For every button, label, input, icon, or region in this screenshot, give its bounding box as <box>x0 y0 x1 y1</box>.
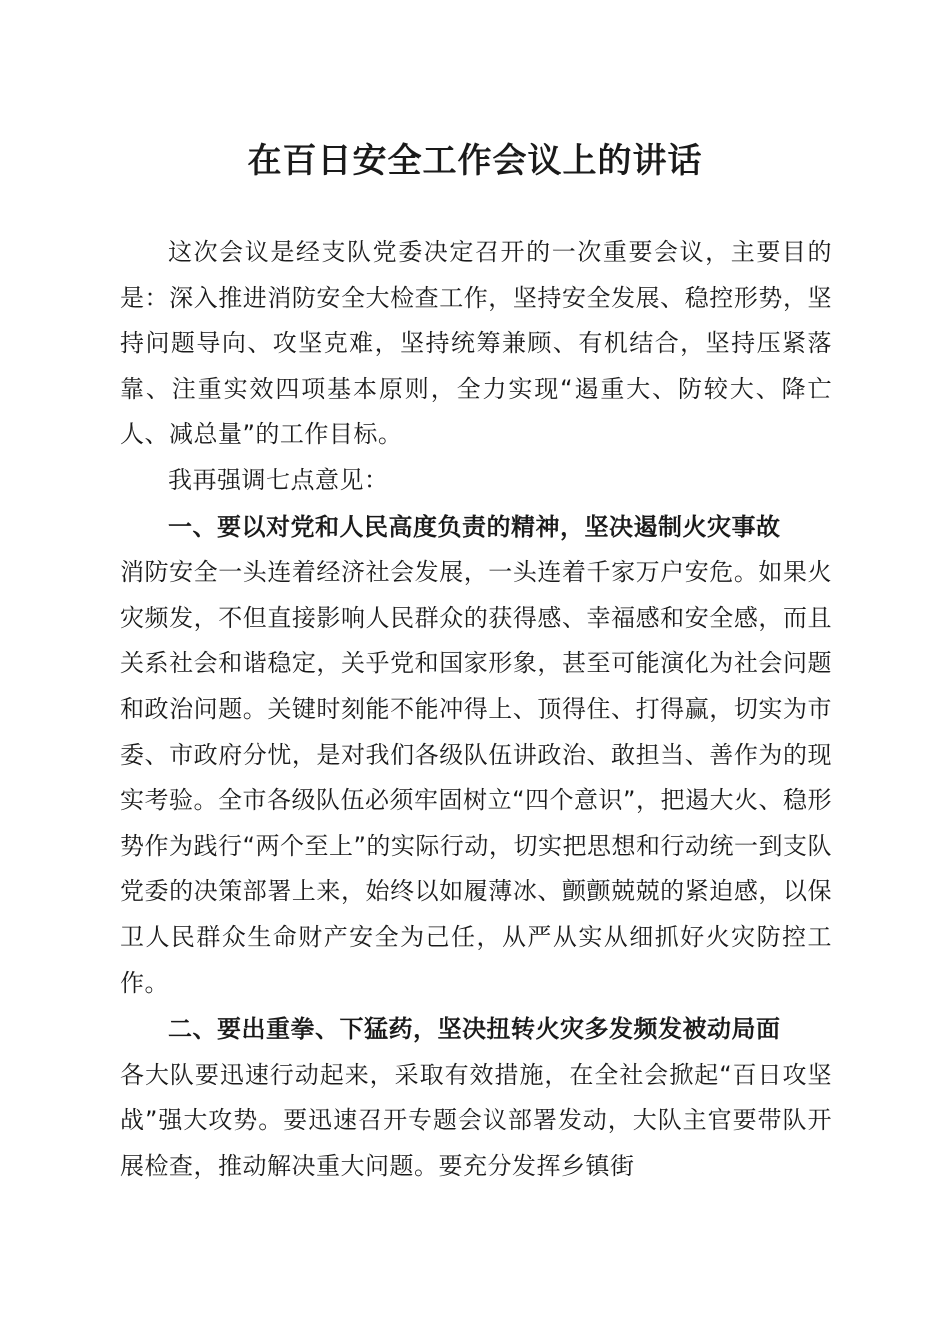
document-body <box>120 230 832 1189</box>
section-heading-1: 一、要以对党和人民高度负责的精神，坚决遏制火灾事故 <box>168 512 781 541</box>
paragraph-section-1: 消防安全一头连着经济社会发展，一头连着千家万户安危。如果火灾频发，不但直接影响人民群众的获得感、幸福感和安全感，而且关系社会和谐稳定，关乎党和国家形象，甚至可能演化为社会问题和政治问题。关键时刻能不能冲得上、顶得住、打得赢，切实为市委、市政府分忧，是对我们各级队伍讲政治、敢担当、善作为的现实考验。全市各级队伍必须牢固树立“四个意识”，把遏大火、稳形势作为践行“两个至上”的实际行动，切实把思想和行动统一到支队党委的决策部署上来，始终以如履薄冰、颤颤兢兢的紧迫感，以保卫人民群众生命财产安全为己任，从严从实从细抓好火灾防控工作。 <box>120 558 832 997</box>
paragraph-section-2: 各大队要迅速行动起来，采取有效措施，在全社会掀起“百日攻坚战”强大攻势。要迅速召开专题会议部署发动，大队主官要带队开展检查，推动解决重大问题。要充分发挥乡镇街 <box>120 1060 832 1180</box>
document-title: 在百日安全工作会议上的讲话 <box>247 141 703 181</box>
paragraph-intro: 这次会议是经支队党委决定召开的一次重要会议，主要目的是：深入推进消防安全大检查工作，坚持安全发展、稳控形势，坚持问题导向、攻坚克难，坚持统筹兼顾、有机结合，坚持压紧落靠、注重实效四项基本原则，全力实现“遏重大、防较大、降亡人、减总量”的工作目标。 <box>120 238 832 449</box>
section-heading-2: 二、要出重拳、下猛药，坚决扭转火灾多发频发被动局面 <box>168 1015 781 1044</box>
paragraph-emphasis-intro: 我再强调七点意见： <box>168 465 389 494</box>
